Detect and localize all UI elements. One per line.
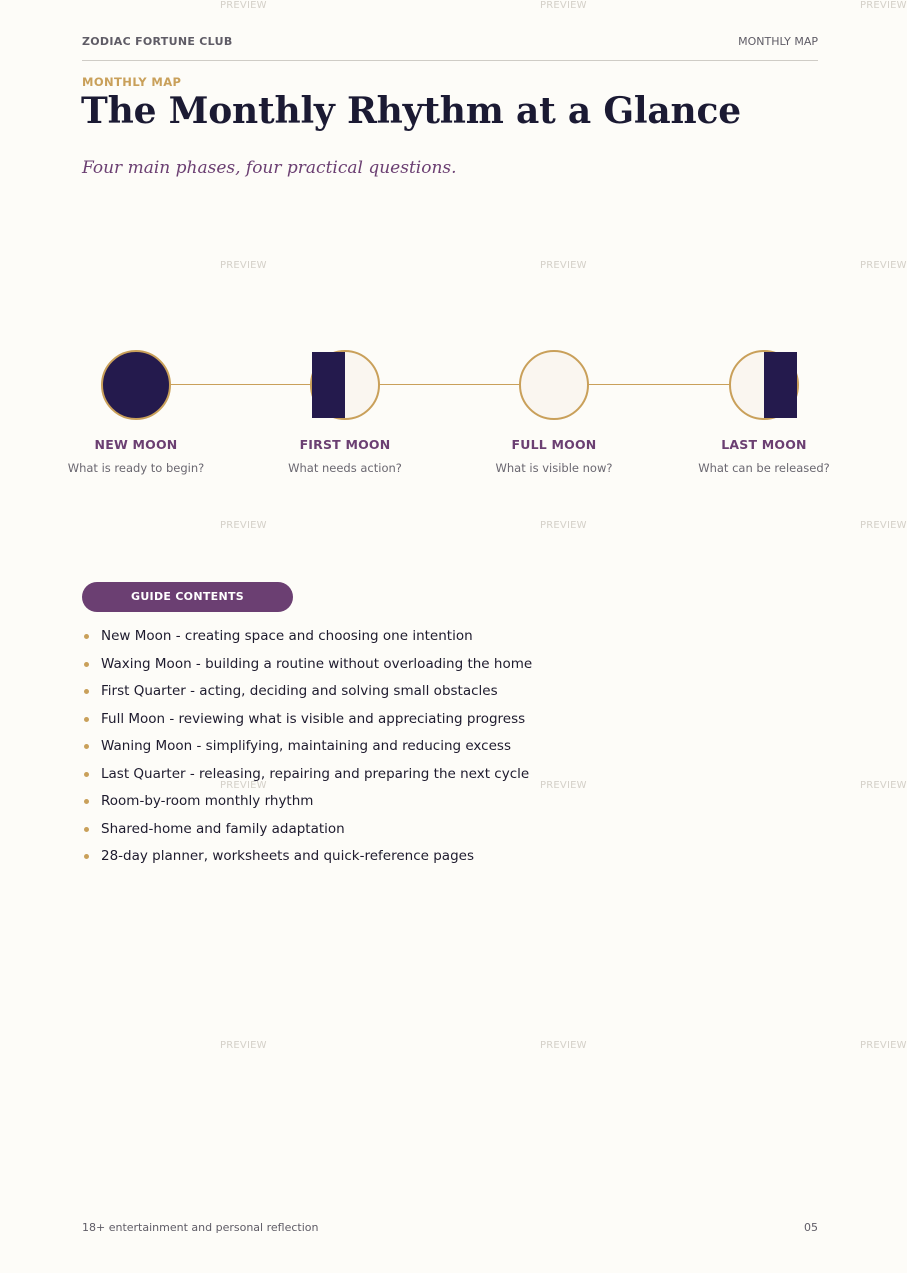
bullet-icon xyxy=(84,772,89,777)
phase-name: NEW MOON xyxy=(94,437,178,452)
preview-watermark: PREVIEW xyxy=(220,0,267,11)
phase-name: FIRST MOON xyxy=(299,437,391,452)
list-item-text: New Moon - creating space and choosing one intention xyxy=(101,628,473,644)
phase-last-moon xyxy=(674,340,854,475)
list-item-text: First Quarter - acting, deciding and solving small obstacles xyxy=(101,683,498,699)
list-item xyxy=(82,733,532,761)
list-item xyxy=(82,623,532,651)
list-item-text: Shared-home and family adaptation xyxy=(101,820,345,837)
preview-watermark: PREVIEW xyxy=(860,520,907,531)
bullet-icon xyxy=(84,854,89,859)
new-moon-icon xyxy=(101,350,171,420)
first-quarter-moon-icon xyxy=(310,350,380,420)
phase-full-moon xyxy=(464,340,644,475)
preview-watermark: PREVIEW xyxy=(220,520,267,531)
phase-first-moon xyxy=(255,340,435,475)
preview-watermark: PREVIEW xyxy=(540,520,587,531)
list-item-text: Waning Moon - simplifying, maintaining and reducing excess xyxy=(101,738,511,754)
list-item-text: Last Quarter - releasing, repairing and preparing the next cycle xyxy=(101,765,530,782)
brand-name: ZODIAC FORTUNE CLUB xyxy=(82,35,233,48)
phase-new-moon xyxy=(46,340,226,475)
phase-question: What can be released? xyxy=(698,461,830,475)
phase-question: What is ready to begin? xyxy=(67,461,205,475)
section-kicker: MONTHLY MAP xyxy=(82,75,182,89)
timeline-connector xyxy=(136,384,764,385)
guide-contents-label: GUIDE CONTENTS xyxy=(82,582,293,612)
moon-phase-timeline xyxy=(0,340,900,490)
list-item-text: 28-day planner, worksheets and quick-reference pages xyxy=(101,848,474,864)
phase-name: FULL MOON xyxy=(511,437,597,452)
bullet-icon xyxy=(84,634,89,639)
page-title: The Monthly Rhythm at a Glance xyxy=(81,90,741,132)
preview-watermark: PREVIEW xyxy=(860,0,907,11)
preview-watermark: PREVIEW xyxy=(540,260,587,271)
preview-watermark: PREVIEW xyxy=(860,1040,907,1051)
section-name: MONTHLY MAP xyxy=(738,35,818,48)
bullet-icon xyxy=(84,827,89,832)
phase-name: LAST MOON xyxy=(721,437,807,452)
list-item xyxy=(82,678,532,706)
bullet-icon xyxy=(84,662,89,667)
footer-note: 18+ entertainment and personal reflection xyxy=(82,1221,319,1234)
preview-watermark: PREVIEW xyxy=(540,1040,587,1051)
page-header xyxy=(82,34,818,61)
preview-watermark: PREVIEW xyxy=(220,260,267,271)
preview-watermark: PREVIEW xyxy=(860,780,907,791)
list-item xyxy=(82,816,532,844)
list-item-text: Room-by-room monthly rhythm xyxy=(101,793,314,809)
bullet-icon xyxy=(84,689,89,694)
list-item xyxy=(82,843,532,871)
list-item-text: Waxing Moon - building a routine without overloading the home xyxy=(101,655,533,672)
preview-watermark: PREVIEW xyxy=(540,0,587,11)
bullet-icon xyxy=(84,744,89,749)
phase-question: What is visible now? xyxy=(495,461,613,475)
list-item xyxy=(82,651,532,679)
bullet-icon xyxy=(84,799,89,804)
list-item xyxy=(82,706,532,734)
preview-watermark: PREVIEW xyxy=(540,780,587,791)
bullet-icon xyxy=(84,717,89,722)
phase-question: What needs action? xyxy=(288,461,402,475)
page-subtitle: Four main phases, four practical questions. xyxy=(82,158,457,178)
guide-contents-list xyxy=(82,623,532,871)
preview-watermark: PREVIEW xyxy=(220,780,267,791)
preview-watermark: PREVIEW xyxy=(220,1040,267,1051)
list-item-text: Full Moon - reviewing what is visible and appreciating progress xyxy=(101,710,526,727)
full-moon-icon xyxy=(519,350,589,420)
last-quarter-moon-icon xyxy=(729,350,799,420)
list-item xyxy=(82,761,532,789)
list-item xyxy=(82,788,532,816)
preview-watermark: PREVIEW xyxy=(860,260,907,271)
page-number: 05 xyxy=(804,1221,818,1234)
